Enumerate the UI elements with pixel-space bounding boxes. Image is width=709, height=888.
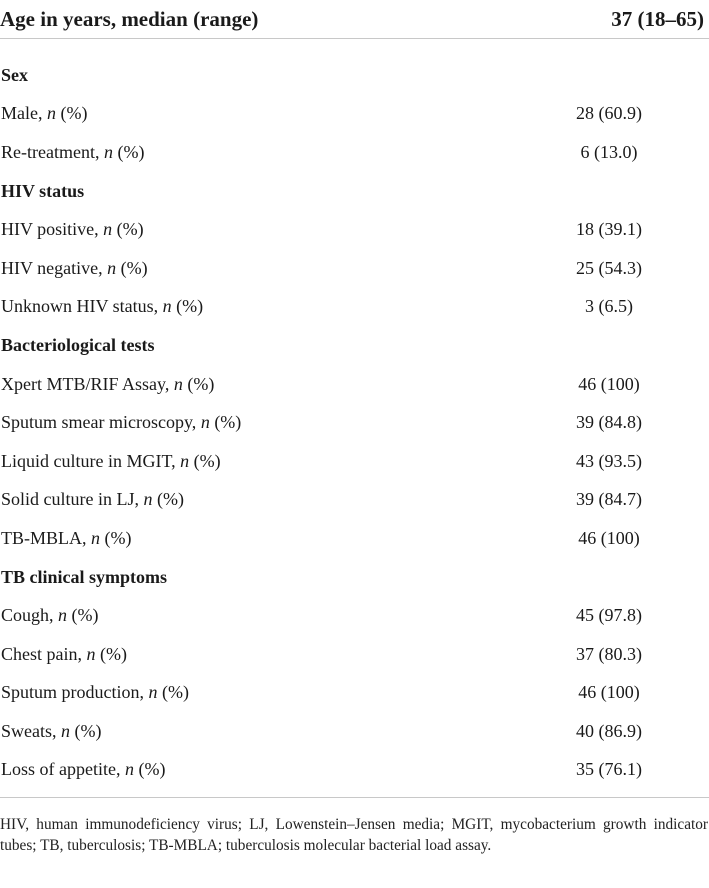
row-label — [0, 489, 184, 510]
table-row — [0, 442, 709, 481]
row-label-text: Unknown HIV status, — [1, 296, 159, 317]
row-value: 28 (60.9) — [576, 103, 642, 124]
row-label-text: Solid culture in LJ, — [1, 489, 139, 510]
row-label — [0, 528, 131, 549]
section-header-row — [0, 558, 709, 597]
table-row — [0, 365, 709, 404]
n-symbol: n — [148, 682, 158, 703]
row-value: 6 (13.0) — [580, 141, 638, 162]
row-label-text: TB-MBLA, — [1, 527, 87, 548]
row-value: 35 (76.1) — [576, 759, 642, 780]
row-label — [0, 605, 99, 626]
row-value: 37 (80.3) — [576, 643, 642, 664]
row-label — [0, 759, 165, 780]
percent-suffix: (%) — [104, 527, 132, 548]
n-symbol: n — [46, 103, 56, 124]
row-label — [0, 258, 148, 279]
row-value: 45 (97.8) — [576, 605, 642, 626]
row-label — [0, 721, 101, 742]
n-symbol: n — [200, 412, 210, 433]
percent-suffix: (%) — [157, 489, 184, 510]
table-row — [0, 712, 709, 751]
section-label: Sex — [1, 64, 28, 85]
percent-suffix: (%) — [116, 219, 144, 240]
row-label-text: Chest pain, — [1, 643, 82, 664]
table-row — [0, 519, 709, 558]
row-label-text: Sputum production, — [1, 682, 144, 703]
row-label — [0, 219, 144, 240]
row-label — [0, 142, 144, 163]
row-value: 18 (39.1) — [576, 219, 642, 240]
n-symbol: n — [103, 141, 113, 162]
table-row — [0, 288, 709, 327]
row-label-text: Cough, — [1, 605, 54, 626]
row-label-text: Re-treatment, — [1, 141, 100, 162]
percent-suffix: (%) — [176, 296, 204, 317]
table-row — [0, 249, 709, 288]
n-symbol: n — [58, 605, 68, 626]
section-header-row — [0, 172, 709, 211]
n-symbol: n — [173, 373, 183, 394]
row-value: 25 (54.3) — [576, 257, 642, 278]
row-value: 40 (86.9) — [576, 720, 642, 741]
percent-suffix: (%) — [187, 373, 215, 394]
table-row — [0, 596, 709, 635]
row-label-text: Liquid culture in MGIT, — [1, 450, 176, 471]
row-label — [0, 103, 87, 124]
table-row — [0, 210, 709, 249]
row-label — [0, 374, 214, 395]
row-value: 3 (6.5) — [585, 296, 633, 317]
row-label-text: Sweats, — [1, 720, 57, 741]
n-symbol: n — [180, 450, 190, 471]
row-label-text: Loss of appetite, — [1, 759, 121, 780]
percent-suffix: (%) — [74, 720, 102, 741]
percent-suffix: (%) — [120, 257, 148, 278]
row-label-text: Sputum smear microscopy, — [1, 412, 197, 433]
row-label — [0, 682, 189, 703]
percent-suffix: (%) — [138, 759, 166, 780]
row-label-text: HIV negative, — [1, 257, 103, 278]
row-value: 39 (84.8) — [576, 412, 642, 433]
table-body — [0, 39, 709, 798]
section-label: HIV status — [1, 180, 85, 201]
percent-suffix: (%) — [193, 450, 221, 471]
section-header-row — [0, 56, 709, 95]
table-footnote: HIV, human immunodeficiency virus; LJ, Lowenstein–Jensen media; MGIT, mycobacterium growth indicator tubes; TB, tuberculosis; TB-MBLA; tuberculosis molecular bacterial load assay. — [0, 816, 708, 855]
n-symbol: n — [103, 219, 113, 240]
section-label: TB clinical symptoms — [1, 566, 168, 587]
row-value: 46 (100) — [578, 682, 640, 703]
n-symbol: n — [91, 527, 100, 548]
row-label — [0, 644, 127, 665]
row-label-text: Male, — [1, 103, 43, 124]
n-symbol: n — [61, 720, 70, 741]
n-symbol: n — [162, 296, 172, 317]
table-header-row — [0, 0, 709, 39]
percent-suffix: (%) — [71, 605, 99, 626]
row-value: 43 (93.5) — [576, 450, 642, 471]
row-label-text: Xpert MTB/RIF Assay, — [1, 373, 170, 394]
header-label: Age in years, median (range) — [0, 6, 259, 31]
row-label — [0, 296, 203, 317]
row-value: 39 (84.7) — [576, 489, 642, 510]
row-label — [0, 451, 221, 472]
table-row — [0, 751, 709, 790]
percent-suffix: (%) — [60, 103, 88, 124]
table-row — [0, 674, 709, 713]
table-row — [0, 133, 709, 172]
section-header-row — [0, 326, 709, 365]
percent-suffix: (%) — [117, 141, 145, 162]
n-symbol: n — [107, 257, 117, 278]
table-row — [0, 95, 709, 134]
percent-suffix: (%) — [162, 682, 189, 703]
row-label-text: HIV positive, — [1, 219, 99, 240]
percent-suffix: (%) — [100, 643, 127, 664]
row-label — [0, 412, 241, 433]
header-value: 37 (18–65) — [611, 6, 704, 31]
n-symbol: n — [143, 489, 153, 510]
row-value: 46 (100) — [578, 373, 640, 394]
row-value: 46 (100) — [578, 527, 640, 548]
section-label: Bacteriological tests — [1, 334, 155, 355]
n-symbol: n — [124, 759, 134, 780]
n-symbol: n — [86, 643, 96, 664]
table-row — [0, 403, 709, 442]
table-row — [0, 635, 709, 674]
percent-suffix: (%) — [214, 412, 242, 433]
table-row — [0, 481, 709, 520]
